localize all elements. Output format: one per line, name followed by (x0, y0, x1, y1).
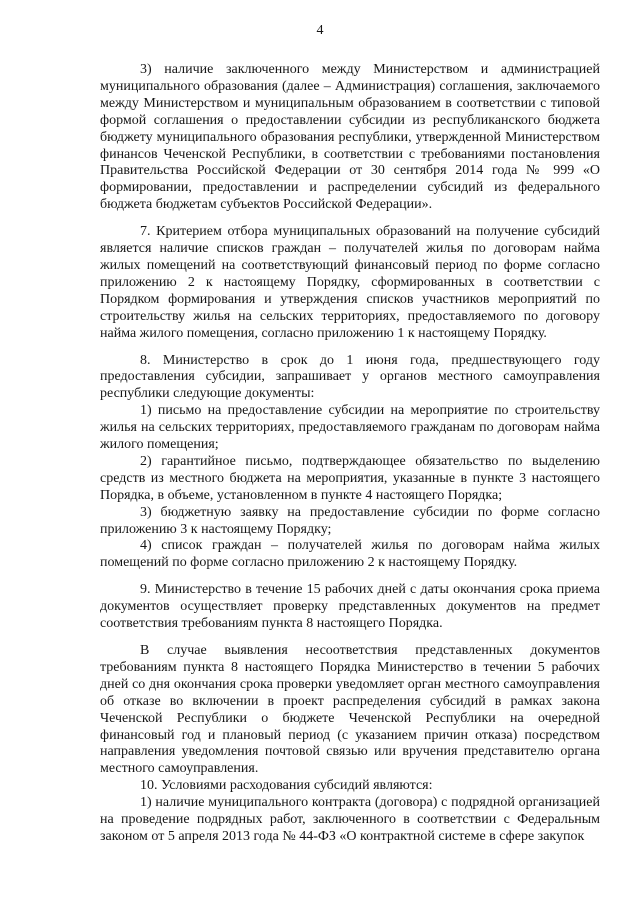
paragraph-3-agreement: 3) наличие заключенного между Министерством и администрацией муниципального образования (далее – Администрация) соглашения, заключаемого между Министерством и муниципальным образованием в соответствии с типовой формой соглашения о предоставлении субсидии из республиканского бюджета бюджету муниципального образования республики, утвержденной Министерством финансов Чеченской Республики, в соответствии с требованиями постановления Правительства Российской Федерации от 30 сентября 2014 года № 999 «О формировании, предоставлении и распределении субсидий из федерального бюджета бюджетам субъектов Российской Федерации». (100, 62, 600, 213)
paragraph-8-request: 8. Министерство в срок до 1 июня года, предшествующего году предоставления субсидии, запрашивает у органов местного самоуправления республики следующие документы: (100, 352, 600, 402)
paragraph-8-item-4: 4) список граждан – получателей жилья по договорам найма жилых помещений по форме согласно приложению 2 к настоящему Порядку. (100, 538, 600, 571)
paragraph-8-item-3: 3) бюджетную заявку на предоставление субсидии по форме согласно приложению 3 к настоящему Порядку; (100, 504, 600, 537)
page-number: 4 (316, 23, 324, 38)
document-body (100, 62, 600, 846)
paragraph-8-item-2: 2) гарантийное письмо, подтверждающее обязательство по выделению средств из местного бюджета на мероприятия, указанные в пункте 3 настоящего Порядка, в объеме, установленном в пункте 4 настоящего Порядка; (100, 453, 600, 503)
paragraph-10-conditions: 10. Условиями расходования субсидий являются: (140, 778, 433, 794)
paragraph-9-refusal: В случае выявления несоответствия представленных документов требованиям пункта 8 настоящего Порядка Министерство в течении 5 рабочих дней со дня окончания срока проверки уведомляет орган местного самоуправления об отказе во включении в проект распределения субсидий в рамках закона Чеченской Республики о бюджете Чеченской Республики на очередной финансовый год и плановый период (с указанием причин отказа) посредством направления уведомления почтовой связью или вручения представителю органа местного самоуправления. (100, 643, 600, 777)
paragraph-9-check: 9. Министерство в течение 15 рабочих дней с даты окончания срока приема документов осуществляет проверку представленных документов на предмет соответствия требованиям пункта 8 настоящего Порядка. (100, 582, 600, 632)
paragraph-7-criterion: 7. Критерием отбора муниципальных образований на получение субсидий является наличие списков граждан – получателей жилья по договорам найма жилых помещений на соответствующий финансовый период по форме согласно приложению 2 к настоящему Порядку, сформированных в соответствии с Порядком формирования и утверждения списков участников мероприятий по строительству жилья на сельских территориях, предоставляемого по договору найма жилого помещения, согласно приложению 1 к настоящему Порядку. (100, 224, 600, 341)
paragraph-10-item-1: 1) наличие муниципального контракта (договора) с подрядной организацией на проведение подрядных работ, заключенного в соответствии с Федеральным законом от 5 апреля 2013 года № 44-ФЗ «О контрактной системе в сфере закупок (100, 795, 600, 844)
paragraph-8-item-1: 1) письмо на предоставление субсидии на мероприятие по строительству жилья на сельских территориях, предоставляемого гражданам по договорам найма жилого помещения; (100, 403, 600, 453)
